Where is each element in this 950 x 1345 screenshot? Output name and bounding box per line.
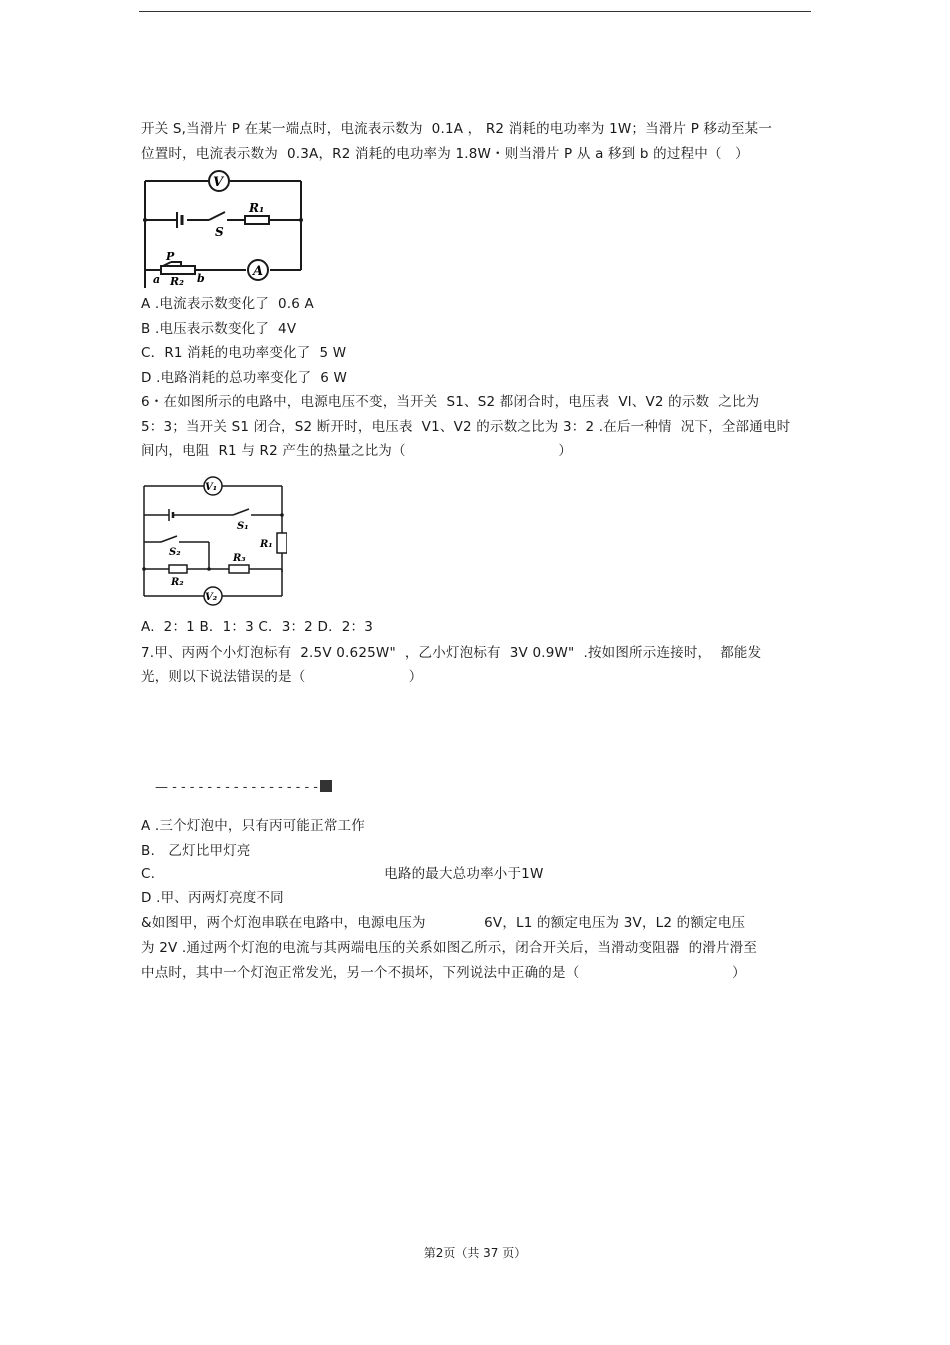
ammeter-label: A <box>253 264 264 279</box>
q6-options: A. 2：1 B．1：3 C．3：2 D．2：3 <box>141 619 374 635</box>
q6-circuit-figure <box>141 473 287 607</box>
q5-option-d: D .电路消耗的总功率变化了 6 W <box>141 370 348 386</box>
filled-square-icon <box>320 780 332 792</box>
q7-line-2: 光，则以下说法错误的是（ ） <box>141 669 423 685</box>
q7-line-1: 7.甲、丙两个小灯泡标有 2.5V 0.625W" ，乙小灯泡标有 3V 0.9W" .按如图所示连接时， 都能发 <box>141 645 762 661</box>
r1-label: R₁ <box>260 539 273 550</box>
r1-label: R₁ <box>249 201 265 215</box>
q7-option-b: B. 乙灯比甲灯亮 <box>141 843 251 859</box>
header-rule <box>139 11 811 12</box>
q8-line-3: 中点时，其中一个灯泡正常发光，另一个不损坏，下列说法中正确的是（ ） <box>141 965 746 981</box>
v1-label: V₁ <box>205 482 218 493</box>
end-a-label: a <box>153 273 161 286</box>
r2-label: R₂ <box>171 577 184 588</box>
q8-line-2: 为 2V .通过两个灯泡的电流与其两端电压的关系如图乙所示，闭合开关后，当滑动变阻器 的滑片滑至 <box>141 940 758 956</box>
q5-option-b: B .电压表示数变化了 4V <box>141 321 297 337</box>
q8-line-1: &如图甲，两个灯泡串联在电路中，电源电压为 6V，L1 的额定电压为 3V，L2 的额定电压 <box>141 915 746 931</box>
slider-label: P <box>166 250 175 263</box>
q7-option-c: C. 电路的最大总功率小于1W <box>141 866 544 882</box>
page-footer: 第2页（共 37 页） <box>423 1246 527 1260</box>
v2-label: V₂ <box>205 592 218 603</box>
switch-label: S <box>215 225 224 239</box>
s1-label: S₁ <box>237 521 249 532</box>
r3-label: R₃ <box>233 553 246 564</box>
voltmeter-label: V <box>213 175 224 190</box>
end-b-label: b <box>197 272 205 285</box>
q7-option-d: D .甲、丙两灯亮度不同 <box>141 890 284 906</box>
q5-line-2: 位置时，电流表示数为 0.3A，R2 消耗的电功率为 1.8W・则当滑片 P 从 a 移到 b 的过程中（ ） <box>141 146 749 162</box>
q6-line-1: 6・在如图所示的电路中，电源电压不变，当开关 S1、S2 都闭合时，电压表 Vl、V2 的示数 之比为 <box>141 394 760 410</box>
q7-figure-fragment <box>155 780 332 795</box>
q7-option-a: A .三个灯泡中，只有丙可能正常工作 <box>141 818 365 834</box>
r2-label: R₂ <box>170 275 184 288</box>
q5-option-c: C．R1 消耗的电功率变化了 5 W <box>141 345 347 361</box>
s2-label: S₂ <box>169 547 181 558</box>
q6-line-3: 间内，电阻 R1 与 R2 产生的热量之比为（ ） <box>141 443 573 459</box>
q6-line-2: 5：3；当开关 S1 闭合，S2 断开时，电压表 V1、V2 的示数之比为 3：2 .在后一种情 况下，全部通电时 <box>141 419 791 435</box>
q5-line-1: 开关 S,当滑片 P 在某一端点时，电流表示数为 0.1A ， R2 消耗的电功率为 1W；当滑片 P 移动至某一 <box>141 121 773 137</box>
q5-circuit-figure <box>141 168 305 292</box>
q7-figure-dashes: — - - - - - - - - - - - - - - - - - <box>155 780 318 795</box>
q5-option-a: A .电流表示数变化了 0.6 A <box>141 296 314 312</box>
